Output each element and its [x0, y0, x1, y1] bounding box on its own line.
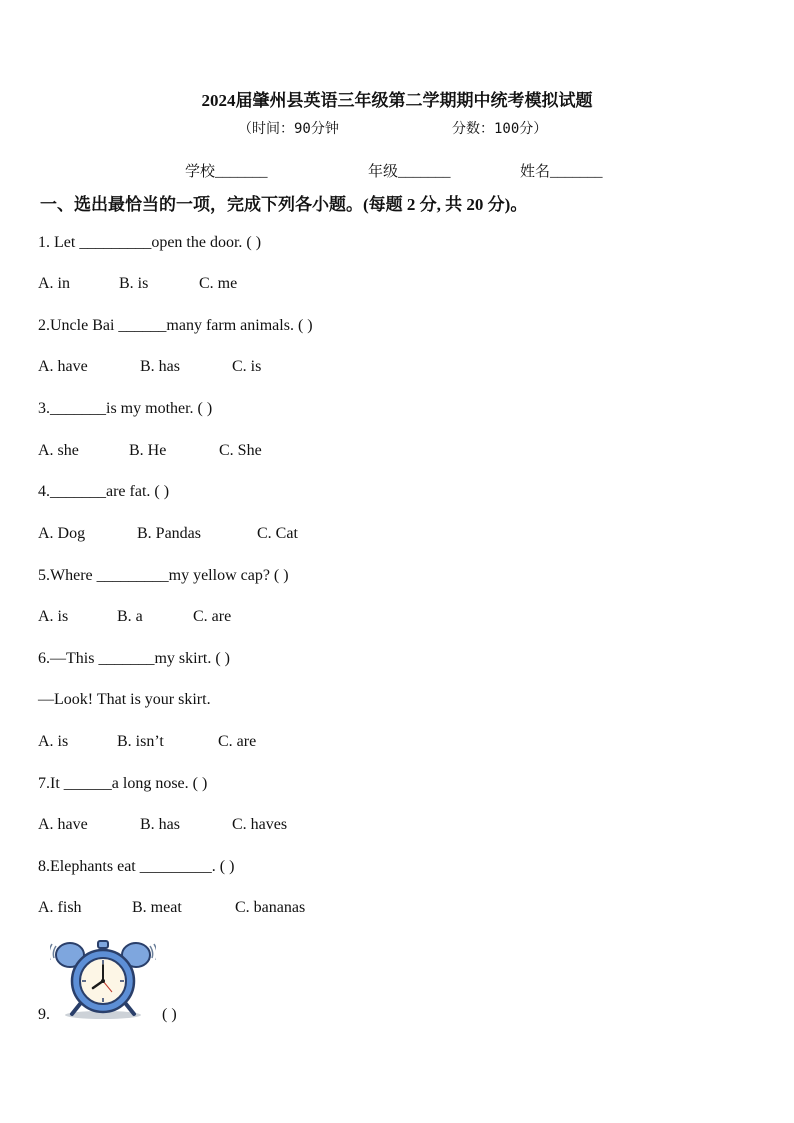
- option-c[interactable]: C. me: [199, 275, 238, 292]
- option-b[interactable]: B. has: [140, 358, 180, 375]
- option-a[interactable]: A. is: [38, 733, 69, 750]
- option-a[interactable]: A. have: [38, 358, 88, 375]
- option-b[interactable]: B. isn’t: [117, 733, 164, 750]
- option-a[interactable]: A. fish: [38, 899, 82, 916]
- option-b[interactable]: B. is: [119, 275, 149, 292]
- question-number: 9.: [38, 1006, 50, 1023]
- question-options: [38, 733, 256, 751]
- option-b[interactable]: B. meat: [132, 899, 182, 916]
- exam-time: （时间：90分钟: [238, 121, 339, 137]
- option-c[interactable]: C. haves: [232, 816, 288, 833]
- option-c[interactable]: C. is: [232, 358, 262, 375]
- option-c[interactable]: C. are: [218, 733, 257, 750]
- alarm-clock-icon: [50, 938, 156, 1020]
- question-stem: 8.Elephants eat _________. ( ): [38, 858, 235, 875]
- grade-field[interactable]: 年级_______: [368, 164, 451, 180]
- question-options: [38, 608, 231, 626]
- page-title: 2024届肇州县英语三年级第二学期期中统考模拟试题: [201, 91, 593, 110]
- question-extra-line: —Look! That is your skirt.: [38, 691, 211, 708]
- option-c[interactable]: C. She: [219, 442, 262, 459]
- question-options: [38, 899, 305, 917]
- question-stem: 1. Let _________open the door. ( ): [38, 234, 262, 251]
- option-c[interactable]: C. bananas: [235, 899, 306, 916]
- section-title: 一、选出最恰当的一项，完成下列各小题。(每题 2 分, 共 20 分)。: [40, 195, 528, 214]
- option-b[interactable]: B. a: [117, 608, 143, 625]
- name-field[interactable]: 姓名_______: [520, 164, 603, 180]
- option-a[interactable]: A. in: [38, 275, 70, 292]
- option-a[interactable]: A. have: [38, 816, 88, 833]
- option-b[interactable]: B. Pandas: [137, 525, 201, 542]
- question-stem: 7.It ______a long nose. ( ): [38, 775, 208, 792]
- option-c[interactable]: C. are: [193, 608, 232, 625]
- question-stem: 4._______are fat. ( ): [38, 483, 170, 500]
- question-options: [38, 358, 261, 376]
- option-a[interactable]: A. Dog: [38, 525, 86, 542]
- question-stem: 3._______is my mother. ( ): [38, 400, 213, 417]
- question-stem: 6.—This _______my skirt. ( ): [38, 650, 230, 667]
- option-b[interactable]: B. He: [129, 442, 167, 459]
- question-options: [38, 816, 287, 834]
- question-stem: 5.Where _________my yellow cap? ( ): [38, 567, 289, 584]
- option-c[interactable]: C. Cat: [257, 525, 298, 542]
- question-options: [38, 525, 298, 543]
- answer-blank[interactable]: ( ): [162, 1006, 177, 1023]
- exam-score: 分数：100分）: [452, 121, 548, 137]
- option-b[interactable]: B. has: [140, 816, 180, 833]
- school-field[interactable]: 学校_______: [185, 164, 268, 180]
- option-a[interactable]: A. she: [38, 442, 79, 459]
- question-stem: 2.Uncle Bai ______many farm animals. ( ): [38, 317, 313, 334]
- question-options: [38, 275, 237, 293]
- option-a[interactable]: A. is: [38, 608, 69, 625]
- question-options: [38, 442, 262, 460]
